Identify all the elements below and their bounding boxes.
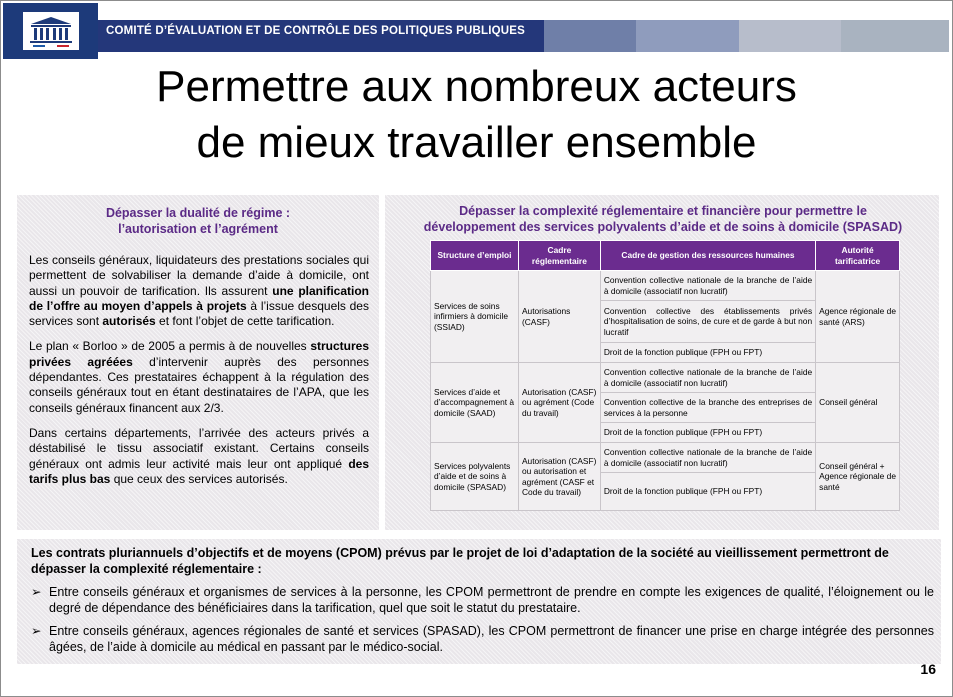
table-header-cell: Autorité tarificatrice	[816, 241, 900, 271]
text-run: Les conseils généraux, liquidateurs des prestations sociales qui permettent de solvabiliser la demande d’aide à domicile, ont aussi un pouvoir de tarification. Ils assurent	[29, 253, 369, 298]
bottom-panel-text	[31, 546, 934, 664]
left-panel	[17, 195, 379, 530]
cadre-cell: Autorisations (CASF)	[518, 271, 600, 363]
gestion-cell: Convention collective nationale de la branche de l’aide à domicile (associatif non lucratif)	[600, 363, 815, 393]
structure-cell: Services d’aide et d’accompagnement à domicile (SAAD)	[431, 363, 519, 443]
text-run: Le plan « Borloo » de 2005 a permis à de nouvelles	[29, 339, 311, 354]
paragraph	[29, 253, 369, 329]
gestion-cell: Convention collective de la branche des entreprises de services à la personne	[600, 393, 815, 423]
list-item-text: Entre conseils généraux et organismes de services à la personne, les CPOM permettront de prendre en compte les exigences de qualité, l’éloignement ou le degré de dépendance des bénéficiaires dans la tarification, quel que soit le statut du prestataire.	[49, 585, 934, 615]
bold-run: une planification de l’offre au moyen d’appels à projets	[29, 283, 369, 313]
right-panel-title-line2: développement des services polyvalents d’aide et de soins à domicile (SPASAD)	[423, 220, 903, 234]
right-panel-title-line1: Dépasser la complexité réglementaire et financière pour permettre le	[459, 204, 867, 218]
bold-run: structures privées agréées	[29, 339, 369, 369]
header-band-segment	[739, 20, 841, 52]
autorite-cell: Conseil général	[816, 363, 900, 443]
gestion-cell: Droit de la fonction publique (FPH ou FPT)	[600, 343, 815, 363]
table-row	[431, 443, 900, 473]
cadre-cell: Autorisation (CASF) ou agrément (Code du travail)	[518, 363, 600, 443]
header-band-segment	[636, 20, 739, 52]
list-item-text: Entre conseils généraux, agences régionales de santé et services (SPASAD), les CPOM permettront de financer une prise en charge intégrée des personnes âgées, de l’aide à domicile au médical en passant par le médico-social.	[49, 624, 934, 654]
gestion-cell: Convention collective nationale de la branche de l’aide à domicile (associatif non lucratif)	[600, 271, 815, 301]
gestion-cell: Convention collective des établissements privés d’hospitalisation de soins, de cure et de garde à but non lucratif	[600, 301, 815, 343]
cpom-heading: Les contrats pluriannuels d’objectifs et de moyens (CPOM) prévus par le projet de loi d’adaptation de la société au vieillissement permettront de dépasser la complexité réglementaire :	[31, 546, 889, 576]
arrow-bullet-icon: ➢	[31, 585, 42, 600]
table-header-cell: Cadre réglementaire	[518, 241, 600, 271]
header-band-segment	[841, 20, 949, 52]
left-panel-title	[33, 205, 363, 237]
cadre-cell: Autorisation (CASF) ou autorisation et agrément (CASF et Code du travail)	[518, 443, 600, 511]
header-band-segment	[544, 20, 636, 52]
text-run: Dans certains départements, l’arrivée des acteurs privés a déstabilisé le tissu associatif existant. Certains conseils généraux ont admis leur activité mais leur ont appliqué	[29, 425, 369, 471]
list-item	[31, 585, 934, 616]
left-panel-title-line2: l’autorisation et l’agrément	[118, 222, 278, 236]
paragraph	[29, 426, 369, 487]
header-banner-text: COMITÉ D’ÉVALUATION ET DE CONTRÔLE DES POLITIQUES PUBLIQUES	[106, 25, 526, 37]
page-number: 16	[920, 661, 936, 677]
bold-run: autorisés	[102, 314, 156, 329]
text-run: que ceux des services autorisés.	[110, 471, 288, 486]
autorite-cell: Agence régionale de santé (ARS)	[816, 271, 900, 363]
table-header-row	[431, 241, 900, 271]
table-row	[431, 363, 900, 393]
gestion-cell: Droit de la fonction publique (FPH ou FPT)	[600, 473, 815, 511]
structures-table	[430, 240, 900, 511]
text-run: et font l’objet de cette tarification.	[155, 314, 335, 329]
text-run: d’intervenir auprès des personnes dépendantes. Ces prestataires échappent à la régulation des conseils généraux tout en étant destinataires de l’APA, que les conseils généraux financent aux 2/3.	[29, 354, 369, 415]
left-panel-title-line1: Dépasser la dualité de régime :	[105, 206, 291, 220]
paragraph	[29, 339, 369, 415]
list-item	[31, 624, 934, 655]
arrow-bullet-icon: ➢	[31, 624, 42, 639]
slide-title-line2: de mieux travailler ensemble	[196, 118, 757, 167]
text-run: à l’issue desquels des services sont	[29, 298, 369, 329]
right-panel-title	[393, 203, 933, 235]
right-panel	[385, 195, 939, 530]
gestion-cell: Droit de la fonction publique (FPH ou FPT)	[600, 423, 815, 443]
table-header-cell: Cadre de gestion des ressources humaines	[600, 241, 815, 271]
gestion-cell: Convention collective nationale de la branche de l’aide à domicile (associatif non lucratif)	[600, 443, 815, 473]
slide-title	[1, 59, 952, 171]
table-header-cell: Structure d’emploi	[431, 241, 519, 271]
slide-title-line1: Permettre aux nombreux acteurs	[156, 62, 797, 111]
structure-cell: Services de soins infirmiers à domicile (SSIAD)	[431, 271, 519, 363]
structure-cell: Services polyvalents d’aide et de soins à domicile (SPASAD)	[431, 443, 519, 511]
bold-run: des tarifs plus bas	[29, 456, 369, 486]
left-panel-text	[29, 253, 369, 497]
table-row	[431, 271, 900, 301]
bottom-panel	[17, 539, 941, 664]
assemblee-logo	[3, 3, 98, 59]
building-icon	[23, 12, 79, 50]
autorite-cell: Conseil général + Agence régionale de santé	[816, 443, 900, 511]
